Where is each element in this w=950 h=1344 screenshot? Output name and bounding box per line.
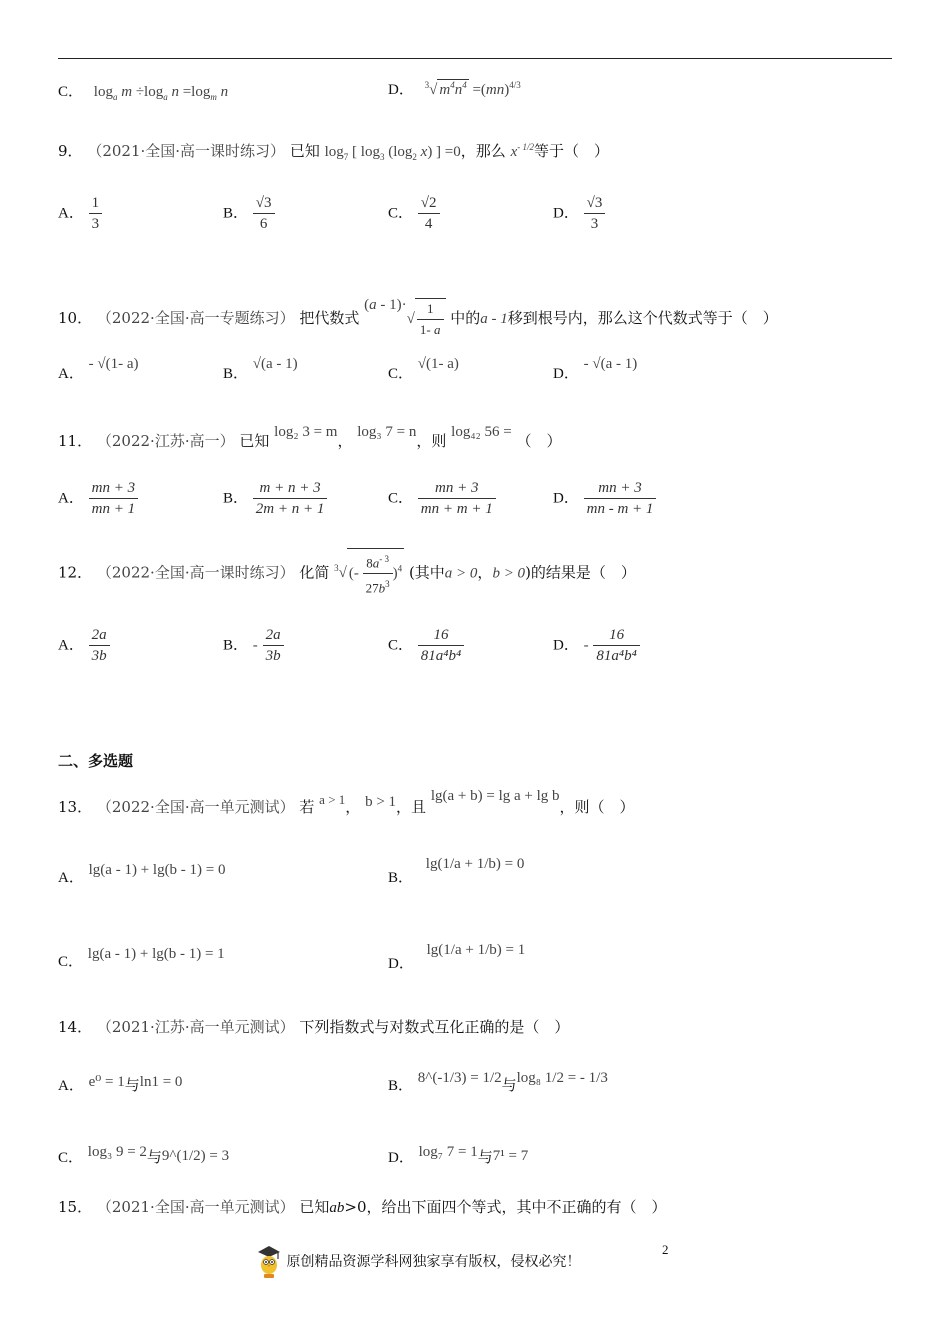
option-expr: log₈ 1/2 = - 1/3 bbox=[516, 1070, 608, 1086]
option-expr: 8^(-1/3) = 1/2 bbox=[417, 1070, 502, 1086]
option-letter: C． bbox=[388, 205, 414, 222]
fraction: $\frac{16}{\text{81a⁴b⁴}}$ bbox=[593, 625, 639, 666]
question-text: >0，给出下面四个等式，其中不正确的有（ ） bbox=[344, 1198, 667, 1216]
fraction: $\frac{√3}{3}$ bbox=[584, 193, 606, 234]
question-number: 9． bbox=[58, 142, 83, 160]
question-15 bbox=[58, 1196, 667, 1217]
fraction: $\frac{1}{3}$ bbox=[89, 193, 103, 234]
top-rule bbox=[58, 58, 892, 59]
option-letter: A． bbox=[58, 870, 84, 886]
option-letter: A． bbox=[58, 205, 84, 222]
connector-text: 与 bbox=[124, 1076, 140, 1094]
option-letter: C． bbox=[58, 84, 84, 100]
option-expr: log₇ 7 = 1 bbox=[418, 1144, 478, 1160]
q14-option-d[interactable] bbox=[388, 1146, 528, 1167]
q12-option-a[interactable] bbox=[58, 625, 110, 666]
option-letter: D． bbox=[553, 637, 579, 654]
question-text: 若 bbox=[299, 798, 315, 816]
condition-expr: b > 1 bbox=[365, 794, 397, 810]
question-text: )的结果是（ ） bbox=[525, 563, 636, 582]
option-letter: A． bbox=[58, 1078, 84, 1094]
q9-option-a[interactable] bbox=[58, 193, 102, 234]
option-letter: D． bbox=[553, 490, 579, 507]
q10-option-b[interactable] bbox=[223, 356, 298, 383]
option-letter: A． bbox=[58, 366, 84, 382]
option-letter: D． bbox=[388, 1150, 414, 1166]
question-text: ，且 bbox=[396, 798, 427, 816]
fraction: $\frac{2a}{3b}$ bbox=[89, 625, 110, 666]
q13-option-c[interactable] bbox=[58, 946, 225, 971]
q11-option-d[interactable] bbox=[553, 478, 656, 519]
question-9 bbox=[58, 140, 609, 162]
question-14 bbox=[58, 1016, 569, 1037]
question-text: 已知 bbox=[299, 1198, 330, 1216]
connector-text: 与 bbox=[146, 1148, 162, 1166]
q9-option-c[interactable] bbox=[388, 193, 440, 234]
question-source: （2022·全国·高一课时练习） bbox=[96, 563, 295, 582]
connector-text: 与 bbox=[477, 1148, 493, 1166]
option-letter: B． bbox=[223, 490, 249, 507]
q9-option-d[interactable] bbox=[553, 193, 605, 234]
option-expr: √(1- a) bbox=[417, 356, 459, 372]
q12-option-b[interactable] bbox=[223, 625, 284, 666]
footer-copyright: 原创精品资源学科网独家享有版权，侵权必究！ bbox=[286, 1254, 581, 1270]
q8-option-d[interactable] bbox=[388, 78, 521, 99]
condition-expr: a > 1 bbox=[319, 792, 346, 807]
owl-mascot-icon bbox=[256, 1244, 282, 1280]
question-number: 11． bbox=[58, 432, 93, 450]
condition-expr: a > 0 bbox=[444, 565, 478, 582]
option-sign: - bbox=[252, 637, 258, 654]
question-text: ， bbox=[477, 563, 493, 582]
q10-option-c[interactable] bbox=[388, 356, 459, 383]
question-text: 化简 bbox=[299, 563, 330, 582]
option-expr: lg(1/a + 1/b) = 0 bbox=[425, 856, 525, 872]
radical-expr: √ $\frac{1}{1- a}$ bbox=[407, 311, 446, 327]
factor-expr: (a - 1)· bbox=[364, 296, 407, 313]
option-expr: lg(a - 1) + lg(b - 1) = 1 bbox=[87, 946, 225, 962]
question-11 bbox=[58, 424, 562, 451]
q10-option-d[interactable] bbox=[553, 356, 638, 383]
question-text: 把代数式 bbox=[299, 308, 360, 327]
question-text: (其中 bbox=[408, 563, 445, 582]
condition-expr: log₃ 7 = n bbox=[357, 424, 417, 440]
question-source: （2021·全国·高一单元测试） bbox=[96, 1198, 295, 1216]
question-source: （2021·全国·高一课时练习） bbox=[87, 142, 286, 160]
option-expr: e⁰ = 1 bbox=[88, 1074, 125, 1090]
radical-expr: $^3$√ (- $\frac{8a^{- 3}}{27b^3}$ )$^4$ bbox=[334, 565, 404, 581]
q9-option-b[interactable] bbox=[223, 193, 275, 234]
page-number: 2 bbox=[662, 1242, 669, 1257]
question-source: （2022·全国·高一单元测试） bbox=[96, 798, 295, 816]
option-letter: B． bbox=[388, 870, 414, 886]
q12-option-c[interactable] bbox=[388, 625, 464, 666]
question-text: ， bbox=[337, 432, 353, 450]
fraction: $\frac{mn + 3}{mn + m + 1}$ bbox=[418, 478, 496, 519]
option-letter: B． bbox=[223, 637, 249, 654]
option-letter: D． bbox=[553, 366, 579, 382]
q13-option-b[interactable] bbox=[388, 852, 525, 886]
q14-option-c[interactable] bbox=[58, 1146, 229, 1167]
q13-option-a[interactable] bbox=[58, 862, 226, 887]
option-expr: lg(a - 1) + lg(b - 1) = 0 bbox=[88, 862, 226, 878]
option-expr: $\log_a m \div\log_a$ $n =\log_m$ n bbox=[93, 84, 229, 102]
question-text: ，则（ ） bbox=[559, 798, 635, 816]
question-number: 14． bbox=[58, 1018, 93, 1036]
question-source: （2022·全国·高一专题练习） bbox=[96, 308, 295, 327]
option-expr: ln1 = 0 bbox=[139, 1074, 183, 1090]
factor-inline: a - 1 bbox=[480, 310, 508, 327]
question-text: ， bbox=[345, 798, 361, 816]
option-letter: C． bbox=[388, 490, 414, 507]
question-text: ，那么 bbox=[460, 142, 506, 160]
footer bbox=[256, 1244, 580, 1280]
option-expr: - √(a - 1) bbox=[583, 356, 638, 372]
question-number: 12． bbox=[58, 563, 93, 582]
q10-option-a[interactable] bbox=[58, 356, 139, 383]
question-10 bbox=[58, 298, 778, 340]
option-letter: C． bbox=[58, 1150, 84, 1166]
option-letter: C． bbox=[388, 637, 414, 654]
option-expr: lg(1/a + 1/b) = 1 bbox=[426, 942, 526, 958]
section-heading: 二、多选题 bbox=[58, 752, 134, 770]
condition-expr: lg(a + b) = lg a + lg b bbox=[430, 788, 560, 804]
option-letter: C． bbox=[388, 366, 414, 382]
fraction: $\frac{2a}{3b}$ bbox=[263, 625, 284, 666]
q11-option-a[interactable] bbox=[58, 478, 138, 519]
option-letter: B． bbox=[223, 205, 249, 222]
q12-option-d[interactable] bbox=[553, 625, 640, 666]
condition-expr: log₂ 3 = m bbox=[274, 424, 338, 440]
connector-text: 与 bbox=[501, 1076, 517, 1094]
question-text: 中的 bbox=[450, 308, 481, 327]
question-source: （2022·江苏·高一） bbox=[96, 432, 235, 450]
question-text: 已知 bbox=[239, 432, 270, 450]
question-source: （2021·江苏·高一单元测试） bbox=[96, 1018, 295, 1036]
q11-option-b[interactable] bbox=[223, 478, 327, 519]
option-letter: B． bbox=[223, 366, 249, 382]
question-number: 15． bbox=[58, 1198, 93, 1216]
power-expr: $x^{- 1/2}$ bbox=[510, 142, 534, 160]
option-expr: √(a - 1) bbox=[252, 356, 298, 372]
option-letter: B． bbox=[388, 1078, 414, 1094]
q8-option-c[interactable] bbox=[58, 80, 228, 102]
fraction: $\frac{m + n + 3}{2m + n + 1}$ bbox=[253, 478, 328, 519]
question-13 bbox=[58, 788, 635, 817]
condition-expr: log₄₂ 56 = bbox=[451, 424, 512, 440]
option-letter: A． bbox=[58, 637, 84, 654]
fraction: $\frac{√2}{4}$ bbox=[418, 193, 440, 234]
option-expr: $^3$√ $m^4n^4 =(mn)^{4/3}$ bbox=[424, 80, 521, 98]
question-12 bbox=[58, 548, 636, 599]
question-text: （ ） bbox=[516, 432, 562, 450]
option-letter: D． bbox=[553, 205, 579, 222]
fraction: $\frac{16}{\text{81a⁴b⁴}}$ bbox=[418, 625, 464, 666]
option-letter: C． bbox=[58, 954, 84, 970]
fraction: $\frac{√3}{6}$ bbox=[253, 193, 275, 234]
option-expr: log₃ 9 = 2 bbox=[87, 1144, 147, 1160]
question-text: 移到根号内，那么这个代数式等于（ ） bbox=[507, 308, 778, 327]
condition-expr: $\log_7$ [ $\log_3 (\log_2$ x) ] =0 bbox=[324, 144, 461, 162]
option-letter: D． bbox=[388, 956, 414, 972]
q14-option-a[interactable] bbox=[58, 1074, 182, 1095]
q14-option-b[interactable] bbox=[388, 1070, 608, 1095]
condition-expr: ab bbox=[329, 1200, 345, 1216]
option-letter: D． bbox=[388, 82, 414, 98]
option-expr: - √(1- a) bbox=[88, 356, 139, 372]
question-text: ，则 bbox=[416, 432, 447, 450]
condition-expr: b > 0 bbox=[492, 565, 526, 582]
question-number: 13． bbox=[58, 798, 93, 816]
option-expr: 9^(1/2) = 3 bbox=[161, 1148, 230, 1164]
fraction: $\frac{mn + 3}{mn - m + 1}$ bbox=[584, 478, 657, 519]
option-sign: - bbox=[583, 637, 589, 654]
q13-option-d[interactable] bbox=[388, 938, 526, 972]
question-text: 下列指数式与对数式互化正确的是（ ） bbox=[299, 1018, 570, 1036]
option-expr: 7¹ = 7 bbox=[492, 1148, 529, 1164]
question-text: 已知 bbox=[289, 142, 320, 160]
option-letter: A． bbox=[58, 490, 84, 507]
q11-option-c[interactable] bbox=[388, 478, 496, 519]
fraction: $\frac{mn + 3}{mn + 1}$ bbox=[89, 478, 138, 519]
question-text: 等于（ ） bbox=[533, 142, 609, 160]
question-number: 10． bbox=[58, 308, 93, 327]
